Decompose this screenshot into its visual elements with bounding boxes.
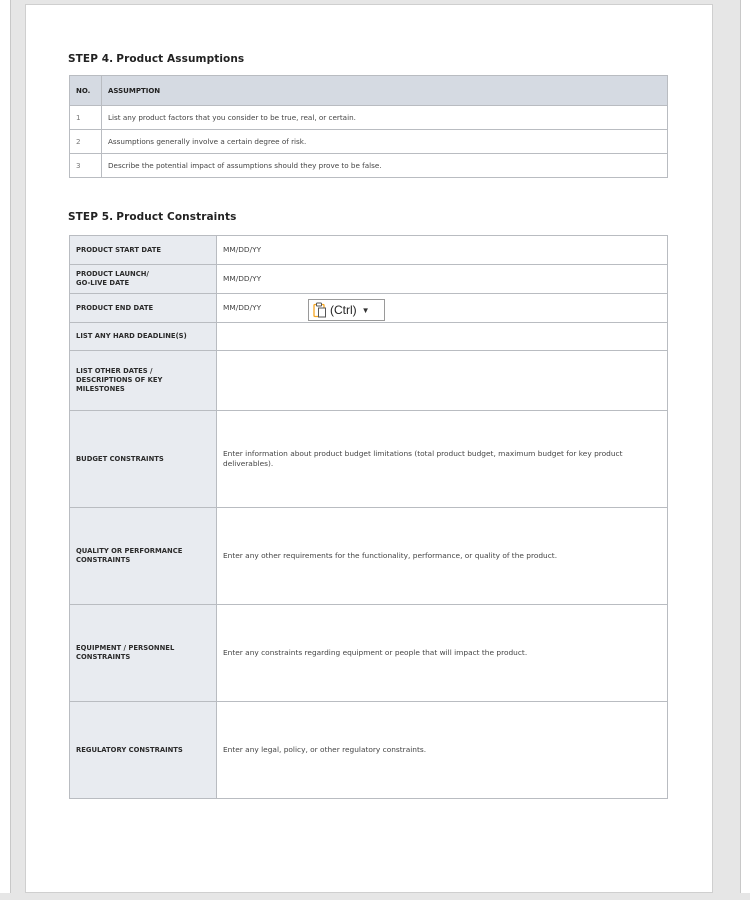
previous-page-edge: [0, 0, 11, 893]
table-row[interactable]: [70, 154, 668, 178]
caret-down-icon: ▼: [361, 305, 370, 315]
row-label: BUDGET CONSTRAINTS: [70, 411, 217, 508]
assumption-cell[interactable]: Assumptions generally involve a certain degree of risk.: [102, 130, 668, 154]
next-page-edge: [740, 0, 750, 893]
table-row[interactable]: [70, 605, 668, 702]
table-row[interactable]: [70, 702, 668, 799]
row-number: 3: [70, 154, 102, 178]
document-page: [25, 4, 713, 893]
column-header-no: NO.: [70, 76, 102, 106]
regulatory-constraints-field[interactable]: Enter any legal, policy, or other regulatory constraints.: [217, 702, 668, 799]
launch-date-field[interactable]: MM/DD/YY: [217, 265, 668, 294]
step5-title: [68, 211, 236, 223]
equipment-constraints-field[interactable]: Enter any constraints regarding equipment or people that will impact the product.: [217, 605, 668, 702]
row-label: LIST OTHER DATES / DESCRIPTIONS OF KEY MILESTONES: [70, 351, 217, 411]
assumptions-table: [69, 75, 668, 178]
row-label: EQUIPMENT / PERSONNEL CONSTRAINTS: [70, 605, 217, 702]
end-date-field[interactable]: MM/DD/YY: [217, 294, 668, 323]
clipboard-icon: [313, 302, 327, 318]
assumption-cell[interactable]: Describe the potential impact of assumptions should they prove to be false.: [102, 154, 668, 178]
row-label: PRODUCT START DATE: [70, 236, 217, 265]
hard-deadlines-field[interactable]: [217, 323, 668, 351]
table-row[interactable]: [70, 265, 668, 294]
quality-constraints-field[interactable]: Enter any other requirements for the functionality, performance, or quality of the product.: [217, 508, 668, 605]
paste-options-button[interactable]: [308, 299, 385, 321]
table-header-row: [70, 76, 668, 106]
row-label: PRODUCT LAUNCH/ GO-LIVE DATE: [70, 265, 217, 294]
step5-name: Product Constraints: [116, 211, 237, 223]
step4-number: STEP 4.: [68, 53, 114, 65]
step4-name: Product Assumptions: [116, 53, 245, 65]
start-date-field[interactable]: MM/DD/YY: [217, 236, 668, 265]
column-header-assumption: ASSUMPTION: [102, 76, 668, 106]
table-row[interactable]: [70, 411, 668, 508]
step5-number: STEP 5.: [68, 211, 114, 223]
row-number: 2: [70, 130, 102, 154]
table-row[interactable]: [70, 236, 668, 265]
table-row[interactable]: [70, 323, 668, 351]
step4-title: [68, 53, 244, 65]
table-row[interactable]: [70, 130, 668, 154]
row-label: PRODUCT END DATE: [70, 294, 217, 323]
table-row[interactable]: [70, 351, 668, 411]
row-number: 1: [70, 106, 102, 130]
row-label: LIST ANY HARD DEADLINE(S): [70, 323, 217, 351]
table-row[interactable]: [70, 106, 668, 130]
assumption-cell[interactable]: List any product factors that you consider to be true, real, or certain.: [102, 106, 668, 130]
table-row[interactable]: [70, 508, 668, 605]
row-label: QUALITY OR PERFORMANCE CONSTRAINTS: [70, 508, 217, 605]
paste-options-label: (Ctrl): [330, 303, 357, 317]
budget-constraints-field[interactable]: Enter information about product budget limitations (total product budget, maximum budget for key product deliverables).: [217, 411, 668, 508]
milestones-field[interactable]: [217, 351, 668, 411]
row-label: REGULATORY CONSTRAINTS: [70, 702, 217, 799]
